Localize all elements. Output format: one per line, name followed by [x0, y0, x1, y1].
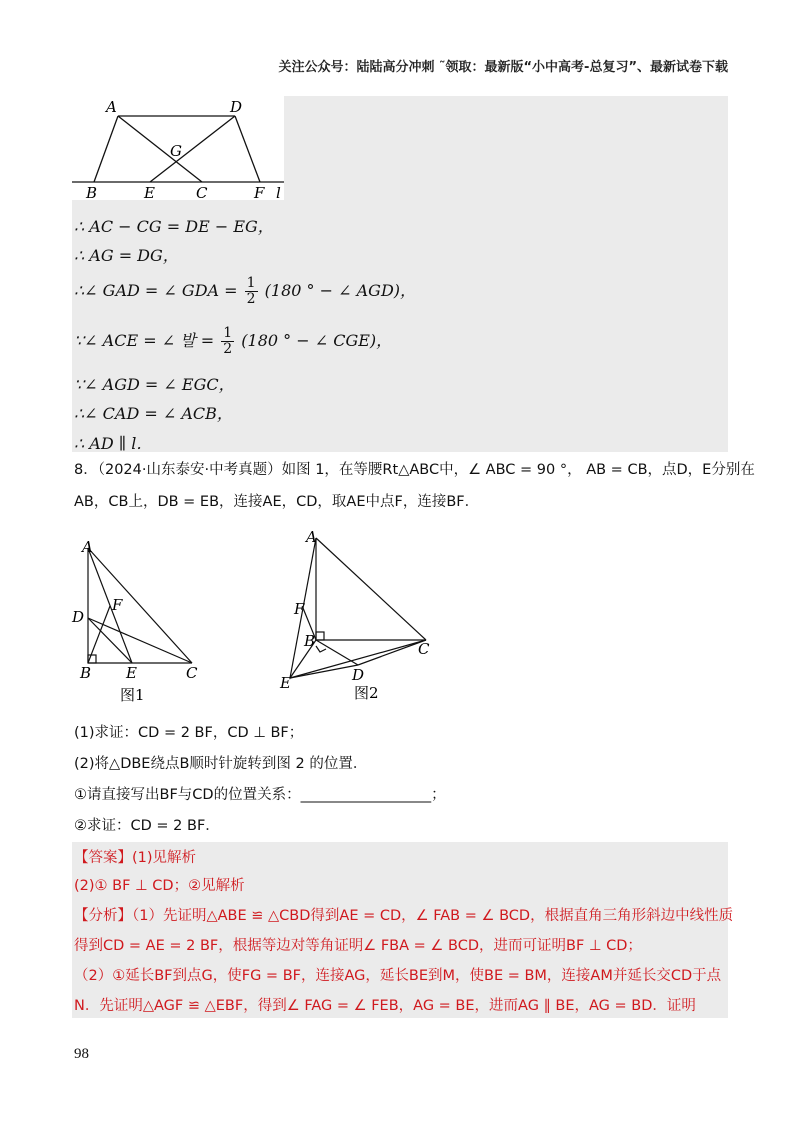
- part-2-q2: ②求证：CD = 2 BF．: [74, 818, 220, 834]
- figure-1: [70, 538, 210, 708]
- fig2-label-D: D: [352, 666, 365, 684]
- label-F: F: [254, 184, 265, 202]
- fig1-label-A: A: [82, 538, 93, 556]
- proof-line-3-post: (180 ° − ∠ AGD)，: [264, 281, 417, 300]
- label-E: E: [144, 184, 155, 202]
- analysis-line-1: 【分析】（1）先证明△ABE ≌ △CBD得到AE = CD，∠ FAB = ∠ BCD，根据直角三角形斜边中线性质: [74, 908, 734, 924]
- question-line-2: AB，CB上，DB = EB，连接AE，CD，取AE中点F，连接BF．: [74, 494, 480, 510]
- fig1-label-C: C: [186, 664, 198, 682]
- part-2-q1: ①请直接写出BF与CD的位置关系：__________________；: [74, 787, 446, 803]
- proof-line-3: [74, 276, 416, 307]
- part-1: (1)求证：CD = 2 BF，CD ⊥ BF；: [74, 725, 304, 741]
- figure-2: [276, 528, 436, 700]
- fig2-label-F: F: [294, 600, 305, 618]
- proof-line-6: ∴∠ CAD = ∠ ACB，: [74, 404, 233, 423]
- analysis-line-3: （2）①延长BF到点G，使FG = BF，连接AG，延长BE到M，使BE = BM，连接AM并延长交CD于点: [74, 968, 722, 984]
- proof-line-7: ∴ AD ∥ l．: [74, 434, 153, 453]
- trapezoid-figure: [72, 96, 292, 204]
- proof-line-4: [74, 326, 392, 357]
- proof-line-4-post: (180 ° − ∠ CGE)，: [241, 331, 393, 350]
- fig1-label-D: D: [72, 608, 85, 626]
- answer-line-1: 【答案】(1)见解析: [74, 850, 197, 866]
- fig2-label-B: B: [304, 632, 316, 650]
- analysis-line-4: N．先证明△AGF ≌ △EBF，得到∠ FAG = ∠ FEB，AG = BE，进而AG ∥ BE，AG = BD．证明: [74, 998, 696, 1014]
- fig1-label-B: B: [80, 664, 92, 682]
- fig1-label-E: E: [126, 664, 137, 682]
- proof-line-4-pre: ∵∠ ACE = ∠ 발 =: [74, 331, 215, 350]
- page-number: 98: [74, 1046, 89, 1062]
- fraction-num-2: 1: [223, 325, 233, 341]
- fraction-half: [245, 276, 258, 307]
- label-G: G: [170, 142, 182, 160]
- fig1-label-F: F: [112, 596, 123, 614]
- part-2: (2)将△DBE绕点B顺时针旋转到图 2 的位置．: [74, 756, 368, 772]
- label-l: l: [276, 184, 281, 202]
- question-line-1: 8．（2024·山东泰安·中考真题）如图 1，在等腰Rt△ABC中，∠ ABC = 90 °， AB = CB，点D，E分别在: [74, 462, 755, 478]
- fig1-caption: 图1: [120, 686, 145, 704]
- label-A: A: [106, 98, 117, 116]
- page-header: 关注公众号：陆陆高分冲刺 ˜领取：最新版“小中高考-总复习”、最新试卷下载: [278, 60, 728, 75]
- proof-line-2: ∴ AG = DG，: [74, 246, 179, 265]
- proof-line-5: ∵∠ AGD = ∠ EGC，: [74, 375, 235, 394]
- fraction-den: 2: [246, 291, 256, 307]
- proof-line-3-pre: ∴∠ GAD = ∠ GDA =: [74, 281, 238, 300]
- fig2-label-E: E: [280, 674, 291, 692]
- analysis-line-2: 得到CD = AE = 2 BF，根据等边对等角证明∠ FBA = ∠ BCD，进而可证明BF ⊥ CD；: [74, 938, 642, 954]
- answer-block: [72, 842, 728, 1018]
- label-D: D: [230, 98, 243, 116]
- label-C: C: [196, 184, 208, 202]
- proof-line-1: ∴ AC − CG = DE − EG，: [74, 217, 274, 236]
- fraction-num: 1: [246, 275, 256, 291]
- fig2-caption: 图2: [354, 684, 379, 700]
- fraction-half-2: [221, 326, 234, 357]
- fig2-label-A: A: [306, 528, 317, 546]
- answer-line-2: (2)① BF ⊥ CD；②见解析: [74, 878, 245, 894]
- fraction-den-2: 2: [223, 341, 233, 357]
- label-B: B: [86, 184, 98, 202]
- fig2-label-C: C: [418, 640, 430, 658]
